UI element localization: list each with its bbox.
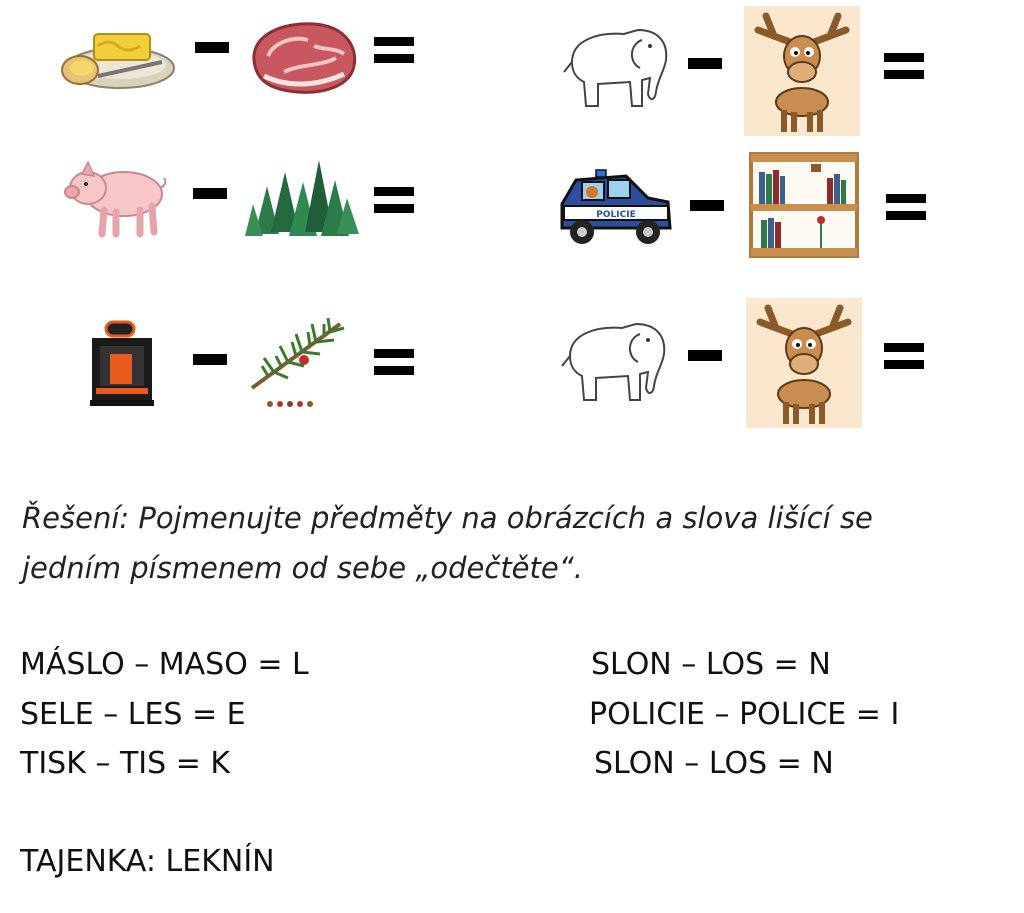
tajenka-answer: TAJENKA: LEKNÍN [20,844,275,879]
yew-branch-icon [244,310,356,412]
answer-left-1: MÁSLO – MASO = L [20,647,309,682]
equals-sign [884,53,924,79]
minus-sign [195,42,229,53]
police-car-icon [556,166,674,248]
3d-printer-icon [86,314,158,408]
equals-sign [886,194,926,220]
forest-icon [241,152,361,240]
answer-right-1: SLON – LOS = N [591,647,831,682]
solution-instructions [22,493,982,593]
answer-left-2: SELE – LES = E [20,697,246,732]
meat-icon [244,16,362,98]
answer-right-2: POLICIE – POLICE = I [589,697,900,732]
answer-left-3: TISK – TIS = K [20,746,231,781]
elephant-icon [558,22,678,110]
equals-sign [374,187,414,213]
moose-icon [744,6,860,136]
elephant-icon [556,316,676,404]
police-label: POLICIE [596,210,636,220]
picture-puzzle [0,0,1024,440]
minus-sign [688,350,722,361]
bookshelf-icon [749,152,859,258]
solution-line-2: jedním písmenem od sebe „odečtěte“. [22,551,583,585]
piglet-icon [62,148,170,240]
moose-icon [746,298,862,428]
butter-icon [58,24,176,94]
minus-sign [690,200,724,211]
minus-sign [688,58,722,69]
minus-sign [193,354,227,365]
equals-sign [884,343,924,369]
equals-sign [374,349,414,375]
answer-right-3: SLON – LOS = N [594,746,834,781]
minus-sign [193,188,227,199]
solution-line-1: Řešení: Pojmenujte předměty na obrázcích a slova lišící se [22,501,873,535]
equals-sign [374,37,414,63]
